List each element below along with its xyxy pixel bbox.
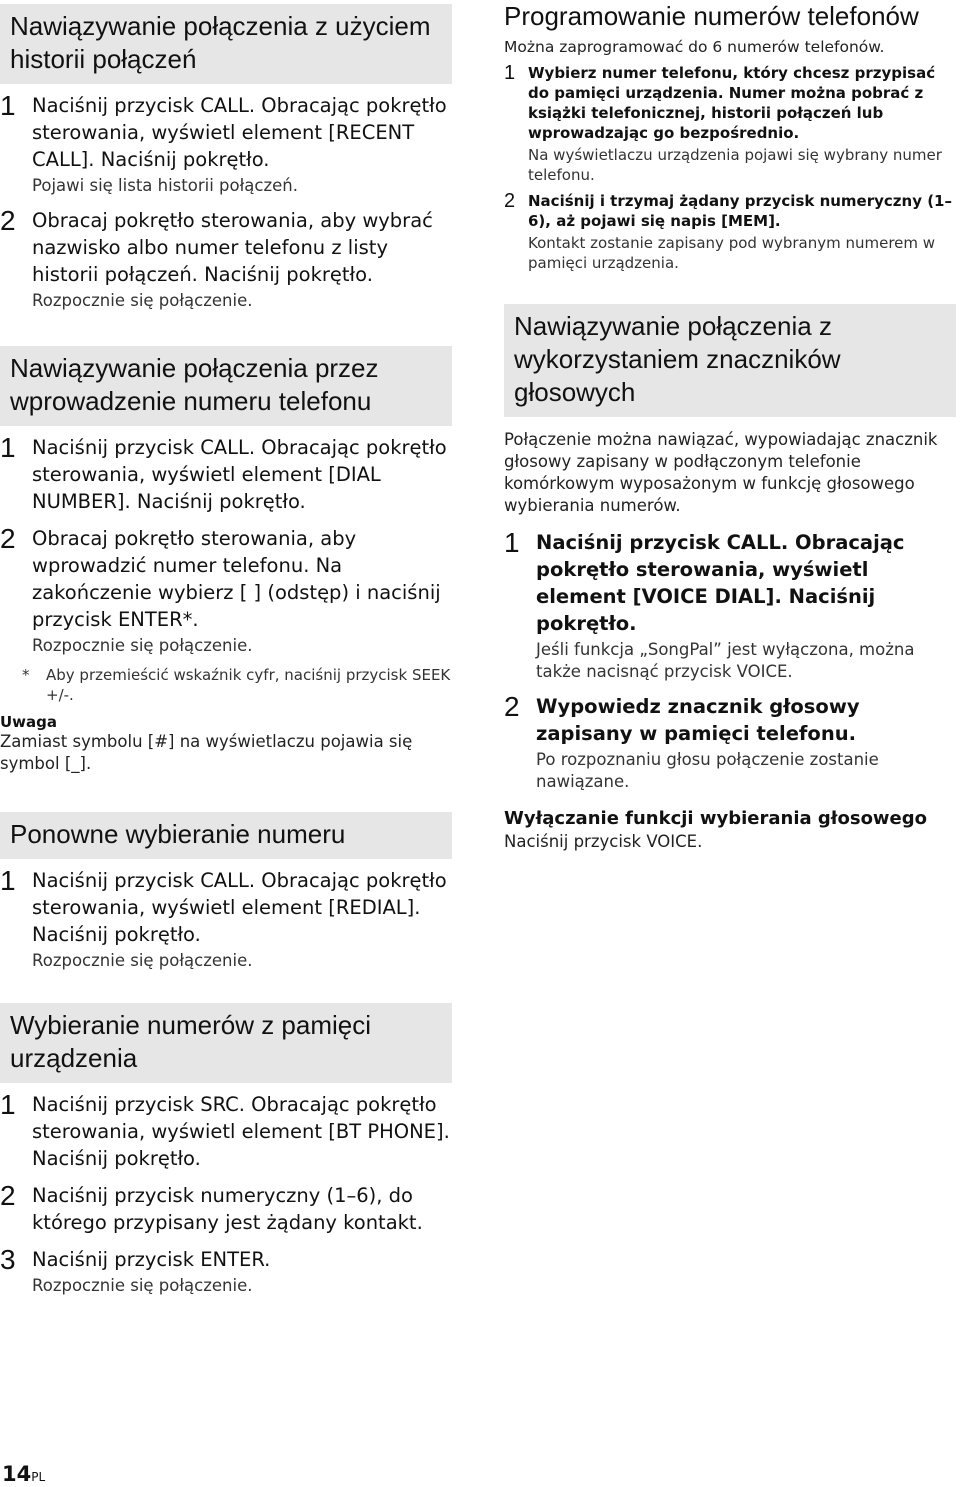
step-text: Wypowiedz znacznik głosowy zapisany w pamięci telefonu.: [536, 695, 860, 745]
step-text: Wybierz numer telefonu, który chcesz przypisać do pamięci urządzenia. Numer można pobrać z książki telefonicznej, historii połączeń lub wprowadzając go bezpośrednio.: [528, 64, 936, 142]
step-number: 1: [0, 865, 16, 896]
step-text: Naciśnij przycisk CALL. Obracając pokrętło sterowania, wyświetl element [RECENT CALL]. Naciśnij pokrętło.: [32, 94, 447, 171]
step: [0, 434, 452, 515]
step-number: 3: [0, 1244, 16, 1275]
step-number: 1: [504, 527, 520, 558]
step: [0, 867, 452, 972]
footnote-text: Aby przemieścić wskaźnik cyfr, naciśnij przycisk SEEK +/-.: [46, 666, 451, 704]
step-result: Rozpocznie się połączenie.: [32, 636, 253, 655]
step-number: 1: [504, 62, 516, 84]
section-call-history: [0, 4, 452, 312]
section-voice-dial: [504, 304, 956, 853]
step: [504, 63, 956, 185]
step: [0, 1091, 452, 1172]
page-number-value: 14: [2, 1462, 32, 1486]
subsection-title: Wyłączanie funkcji wybierania głosowego: [504, 808, 928, 829]
footnote: [0, 665, 452, 705]
section-title: Programowanie numerów telefonów: [504, 1, 919, 31]
page-language-suffix: PL: [31, 1470, 46, 1484]
section-preset-dial: [0, 1003, 452, 1297]
step-number: 1: [0, 432, 16, 463]
step: [504, 529, 956, 683]
step-result: Jeśli funkcja „SongPal” jest wyłączona, można także nacisnąć przycisk VOICE.: [536, 640, 915, 681]
section-intro: Połączenie można nawiązać, wypowiadając znacznik głosowy zapisany w podłączonym telefonie komórkowym wyposażonym w funkcję głosowego wybierania numerów.: [504, 430, 938, 515]
step-text: Naciśnij i trzymaj żądany przycisk numeryczny (1–6), aż pojawi się napis [MEM].: [528, 192, 952, 230]
section-title: Nawiązywanie połączenia przez wprowadzenie numeru telefonu: [0, 346, 452, 426]
note-text: Zamiast symbolu [#] na wyświetlaczu pojawia się symbol [_].: [0, 732, 413, 773]
section-title: Nawiązywanie połączenia z użyciem historii połączeń: [0, 4, 452, 84]
step: [0, 525, 452, 657]
footnote-mark: *: [22, 666, 30, 684]
section-redial: [0, 812, 452, 972]
step-text: Naciśnij przycisk CALL. Obracając pokrętło sterowania, wyświetl element [DIAL NUMBER]. Naciśnij pokrętło.: [32, 436, 447, 513]
step-result: Po rozpoznaniu głosu połączenie zostanie nawiązane.: [536, 750, 879, 791]
step: [504, 191, 956, 273]
step: [0, 1182, 452, 1236]
step-text: Naciśnij przycisk ENTER.: [32, 1248, 271, 1271]
step-number: 2: [504, 691, 520, 722]
subsection-text: Naciśnij przycisk VOICE.: [504, 832, 703, 851]
section-title: Nawiązywanie połączenia z wykorzystaniem znaczników głosowych: [504, 304, 956, 417]
step-text: Naciśnij przycisk CALL. Obracając pokrętło sterowania, wyświetl element [VOICE DIAL]. Naciśnij pokrętło.: [536, 531, 905, 635]
step: [0, 207, 452, 312]
step-text: Naciśnij przycisk SRC. Obracając pokrętło sterowania, wyświetl element [BT PHONE]. Naciśnij pokrętło.: [32, 1093, 450, 1170]
step-number: 2: [0, 523, 16, 554]
step-result: Rozpocznie się połączenie.: [32, 1276, 253, 1295]
step-result: Rozpocznie się połączenie.: [32, 951, 253, 970]
step-result: Na wyświetlaczu urządzenia pojawi się wybrany numer telefonu.: [528, 146, 942, 184]
step-text: Naciśnij przycisk numeryczny (1–6), do którego przypisany jest żądany kontakt.: [32, 1184, 423, 1234]
section-intro: Można zaprogramować do 6 numerów telefonów.: [504, 38, 885, 56]
step: [504, 693, 956, 793]
step-result: Rozpocznie się połączenie.: [32, 291, 253, 310]
section-title: Ponowne wybieranie numeru: [0, 812, 452, 859]
section-title: Wybieranie numerów z pamięci urządzenia: [0, 1003, 452, 1083]
step-result: Kontakt zostanie zapisany pod wybranym numerem w pamięci urządzenia.: [528, 234, 936, 272]
step-number: 2: [0, 1180, 16, 1211]
step-text: Obracaj pokrętło sterowania, aby wybrać nazwisko albo numer telefonu z listy historii połączeń. Naciśnij pokrętło.: [32, 209, 433, 286]
step: [0, 92, 452, 197]
note-title: Uwaga: [0, 713, 58, 731]
step: [0, 1246, 452, 1297]
step-number: 2: [504, 190, 516, 212]
step-number: 2: [0, 205, 16, 236]
step-text: Naciśnij przycisk CALL. Obracając pokrętło sterowania, wyświetl element [REDIAL]. Naciśnij pokrętło.: [32, 869, 447, 946]
step-number: 1: [0, 1089, 16, 1120]
step-result: Pojawi się lista historii połączeń.: [32, 176, 298, 195]
section-program-numbers: [504, 0, 956, 273]
step-number: 1: [0, 90, 16, 121]
step-text: Obracaj pokrętło sterowania, aby wprowadzić numer telefonu. Na zakończenie wybierz [ ] (odstęp) i naciśnij przycisk ENTER*.: [32, 527, 441, 631]
section-dial-number: [0, 346, 452, 775]
page-number: [2, 1462, 45, 1486]
